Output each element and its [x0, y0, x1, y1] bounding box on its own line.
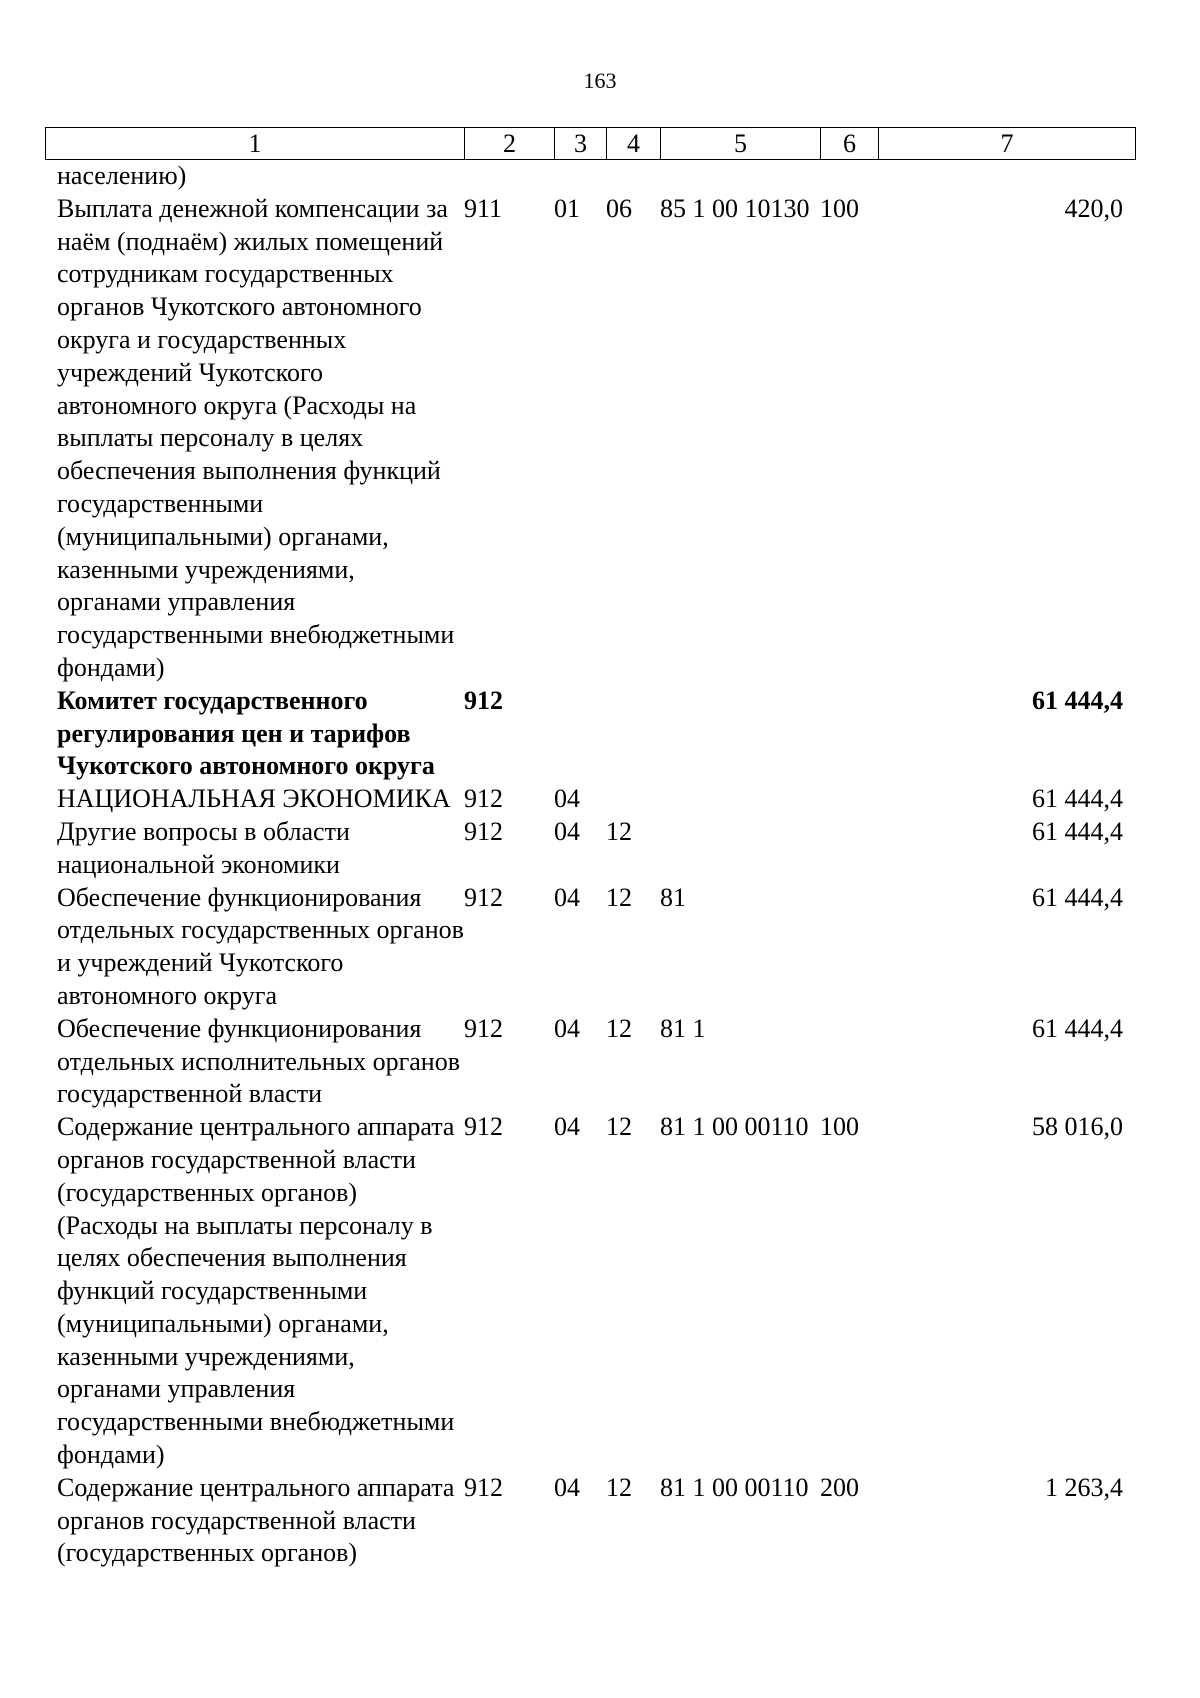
row-cell-3: 04	[554, 1472, 580, 1502]
table-header	[45, 127, 1136, 160]
table-row	[45, 160, 1135, 193]
row-cell-4: 12	[606, 816, 632, 846]
row-cell-6: 100	[820, 193, 859, 223]
row-cell-4: 12	[606, 1472, 632, 1502]
page-number: 163	[583, 68, 617, 93]
row-amount-cell: 58 016,0	[1032, 1112, 1123, 1142]
row-amount-cell	[878, 160, 1135, 193]
row-cell-5: 81 1 00 00110	[660, 1112, 809, 1142]
header-col-7: 7	[879, 128, 1136, 160]
row-cell-5: 81 1 00 00110	[660, 1472, 809, 1502]
row-cell-4: 06	[606, 193, 632, 223]
row-cell-6	[820, 816, 878, 882]
row-amount-cell: 61 444,4	[1032, 1013, 1123, 1043]
row-cell-6: 100	[820, 1112, 859, 1142]
header-col-2: 2	[465, 128, 555, 160]
row-amount-cell: 61 444,4	[1032, 882, 1123, 912]
row-cell-6	[820, 783, 878, 816]
row-cell-4: 12	[606, 1112, 632, 1142]
row-cell-5: 81	[660, 882, 686, 912]
row-cell-4	[606, 685, 660, 783]
row-cell-5: 81 1	[660, 1013, 706, 1043]
header-col-4: 4	[607, 128, 661, 160]
row-cell-6: 200	[820, 1472, 859, 1502]
row-cell-2: 912	[464, 1013, 503, 1043]
row-cell-3	[554, 685, 606, 783]
row-cell-2: 912	[464, 784, 503, 814]
row-name-cell: Комитет государственного регулирования цен и тарифов Чукотского автономного округа	[57, 685, 435, 781]
row-name-cell: населению)	[57, 161, 187, 190]
row-name-cell: Выплата денежной компенсации за наём (поднаём) жилых помещений сотрудникам государственных органов Чукотского автономного округа и государственных учреждений Чукотского автономного округа (Расходы на выплаты персоналу в целях обеспечения выполнения функций государственными (муниципальными) органами, казенными учреждениями, органами управления государственными внебюджетными фондами)	[57, 193, 455, 682]
table-row	[45, 685, 1135, 783]
budget-table	[45, 160, 1135, 1570]
row-name-cell: Другие вопросы в области национальной экономики	[57, 816, 350, 879]
row-cell-3: 01	[554, 193, 580, 223]
header-col-1: 1	[46, 128, 465, 160]
row-cell-2: 911	[464, 193, 503, 223]
row-cell-2: 912	[464, 1472, 503, 1502]
row-cell-5	[660, 685, 820, 783]
row-name-cell: НАЦИОНАЛЬНАЯ ЭКОНОМИКА	[57, 784, 451, 814]
row-cell-6	[820, 160, 878, 193]
table-row	[45, 193, 1135, 685]
row-cell-2: 912	[464, 1112, 503, 1142]
row-cell-3: 04	[554, 784, 580, 814]
row-cell-5	[660, 816, 820, 882]
row-cell-6	[820, 882, 878, 1013]
row-name-cell: Обеспечение функционирования отдельных исполнительных органов государственной власти	[57, 1013, 460, 1109]
row-cell-3: 04	[554, 882, 580, 912]
row-amount-cell: 1 263,4	[1045, 1472, 1123, 1502]
row-cell-4	[606, 783, 660, 816]
row-cell-2: 912	[464, 685, 503, 715]
row-cell-2: 912	[464, 882, 503, 912]
table-row	[45, 882, 1135, 1013]
row-cell-6	[820, 1013, 878, 1111]
header-col-5: 5	[661, 128, 821, 160]
row-amount-cell: 420,0	[1064, 193, 1123, 223]
row-amount-cell: 61 444,4	[1032, 816, 1123, 846]
row-name-cell: Обеспечение функционирования отдельных государственных органов и учреждений Чукотского автономного округа	[57, 882, 464, 1010]
row-name-cell: Содержание центрального аппарата органов государственной власти (государственных органов) (Расходы на выплаты персоналу в целях обеспечения выполнения функций государственными (муниципальными) органами, казенными учреждениями, органами управления государственными внебюджетными фондами)	[57, 1112, 455, 1470]
header-col-3: 3	[555, 128, 607, 160]
row-name-cell: Содержание центрального аппарата органов государственной власти (государственных органов)	[57, 1472, 455, 1568]
row-cell-6	[820, 685, 878, 783]
row-amount-cell: 61 444,4	[1032, 784, 1123, 814]
table-row	[45, 1111, 1135, 1472]
row-cell-4: 12	[606, 1013, 632, 1043]
row-cell-5	[660, 783, 820, 816]
row-cell-5	[660, 160, 820, 193]
row-cell-3	[554, 160, 606, 193]
row-cell-3: 04	[554, 816, 580, 846]
row-cell-3: 04	[554, 1013, 580, 1043]
header-col-6: 6	[821, 128, 879, 160]
row-cell-2: 912	[464, 816, 503, 846]
row-cell-4	[606, 160, 660, 193]
table-row	[45, 1013, 1135, 1111]
row-cell-5: 85 1 00 10130	[660, 193, 810, 223]
table-row	[45, 1472, 1135, 1570]
table-row	[45, 816, 1135, 882]
row-cell-4: 12	[606, 882, 632, 912]
row-amount-cell: 61 444,4	[1032, 685, 1123, 715]
table-row	[45, 783, 1135, 816]
row-cell-3: 04	[554, 1112, 580, 1142]
row-cell-2	[464, 160, 554, 193]
